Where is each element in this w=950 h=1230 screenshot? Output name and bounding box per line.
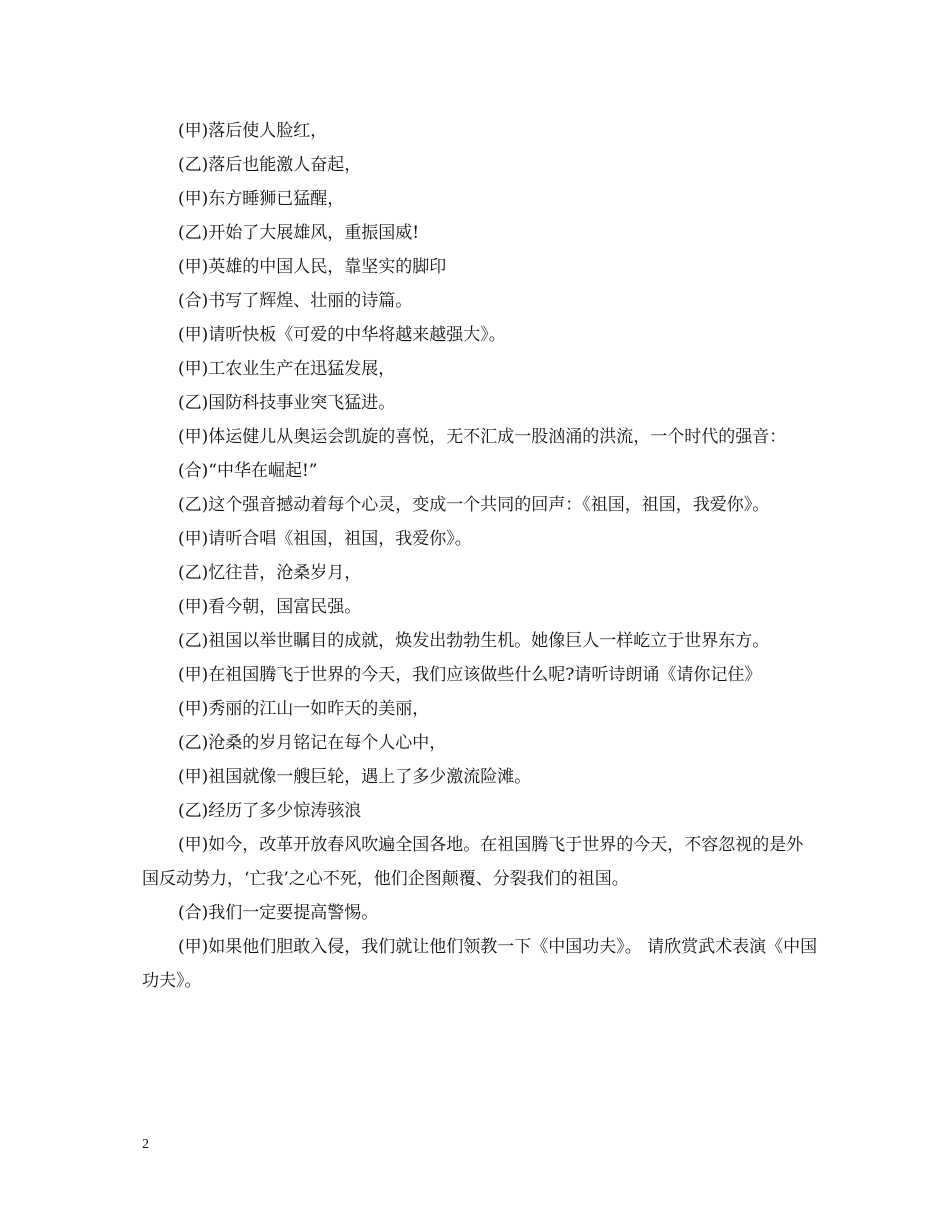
paragraph: (甲)在祖国腾飞于世界的今天，我们应该做些什么呢?请听诗朗诵《请你记住》 bbox=[178, 665, 762, 685]
paragraph: (甲)秀丽的江山一如昨天的美丽， bbox=[178, 699, 430, 719]
paragraph: (乙)国防科技事业突飞猛进。 bbox=[178, 393, 396, 413]
page-number: 2 bbox=[142, 1137, 149, 1152]
paragraph: (乙)开始了大展雄风，重振国威! bbox=[178, 223, 420, 243]
paragraph: (甲)如今，改革开放春风吹遍全国各地。在祖国腾飞于世界的今天，不容忽视的是外国反动势力，‘亡我’之心不死，他们企图颠覆、分裂我们的祖国。 bbox=[142, 835, 804, 889]
paragraph: (甲)体运健儿从奥运会凯旋的喜悦，无不汇成一股汹涌的洪流，一个时代的强音： bbox=[178, 427, 787, 447]
paragraph: (甲)东方睡狮已猛醒， bbox=[178, 189, 345, 209]
paragraph: (甲)看今朝，国富民强。 bbox=[178, 597, 362, 617]
paragraph: (合)书写了辉煌、壮丽的诗篇。 bbox=[178, 291, 413, 311]
document-body bbox=[142, 114, 820, 998]
paragraph: (乙)经历了多少惊涛骇浪 bbox=[178, 801, 362, 821]
paragraph: (合)“中华在崛起!” bbox=[178, 461, 318, 481]
paragraph: (乙)这个强音撼动着每个心灵，变成一个共同的回声：《祖国，祖国，我爱你》。 bbox=[178, 495, 770, 515]
paragraph: (甲)请听快板《可爱的中华将越来越强大》。 bbox=[178, 325, 506, 345]
paragraph: (乙)沧桑的岁月铭记在每个人心中， bbox=[178, 733, 447, 753]
paragraph: (乙)落后也能激人奋起， bbox=[178, 155, 362, 175]
paragraph: (甲)工农业生产在迅猛发展， bbox=[178, 359, 396, 379]
paragraph: (甲)请听合唱《祖国，祖国，我爱你》。 bbox=[178, 529, 472, 549]
paragraph: (甲)祖国就像一艘巨轮，遇上了多少激流险滩。 bbox=[178, 767, 532, 787]
paragraph: (乙)祖国以举世瞩目的成就，焕发出勃勃生机。她像巨人一样屹立于世界东方。 bbox=[178, 631, 770, 651]
paragraph: (甲)英雄的中国人民，靠坚实的脚印 bbox=[178, 257, 447, 277]
paragraph: (乙)忆往昔，沧桑岁月， bbox=[178, 563, 362, 583]
paragraph: (合)我们一定要提高警惕。 bbox=[178, 903, 379, 923]
paragraph: (甲)如果他们胆敢入侵，我们就让他们领教一下《中国功夫》。 请欣赏武术表演《中国功夫》。 bbox=[142, 937, 818, 991]
paragraph: (甲)落后使人脸红， bbox=[178, 121, 328, 141]
